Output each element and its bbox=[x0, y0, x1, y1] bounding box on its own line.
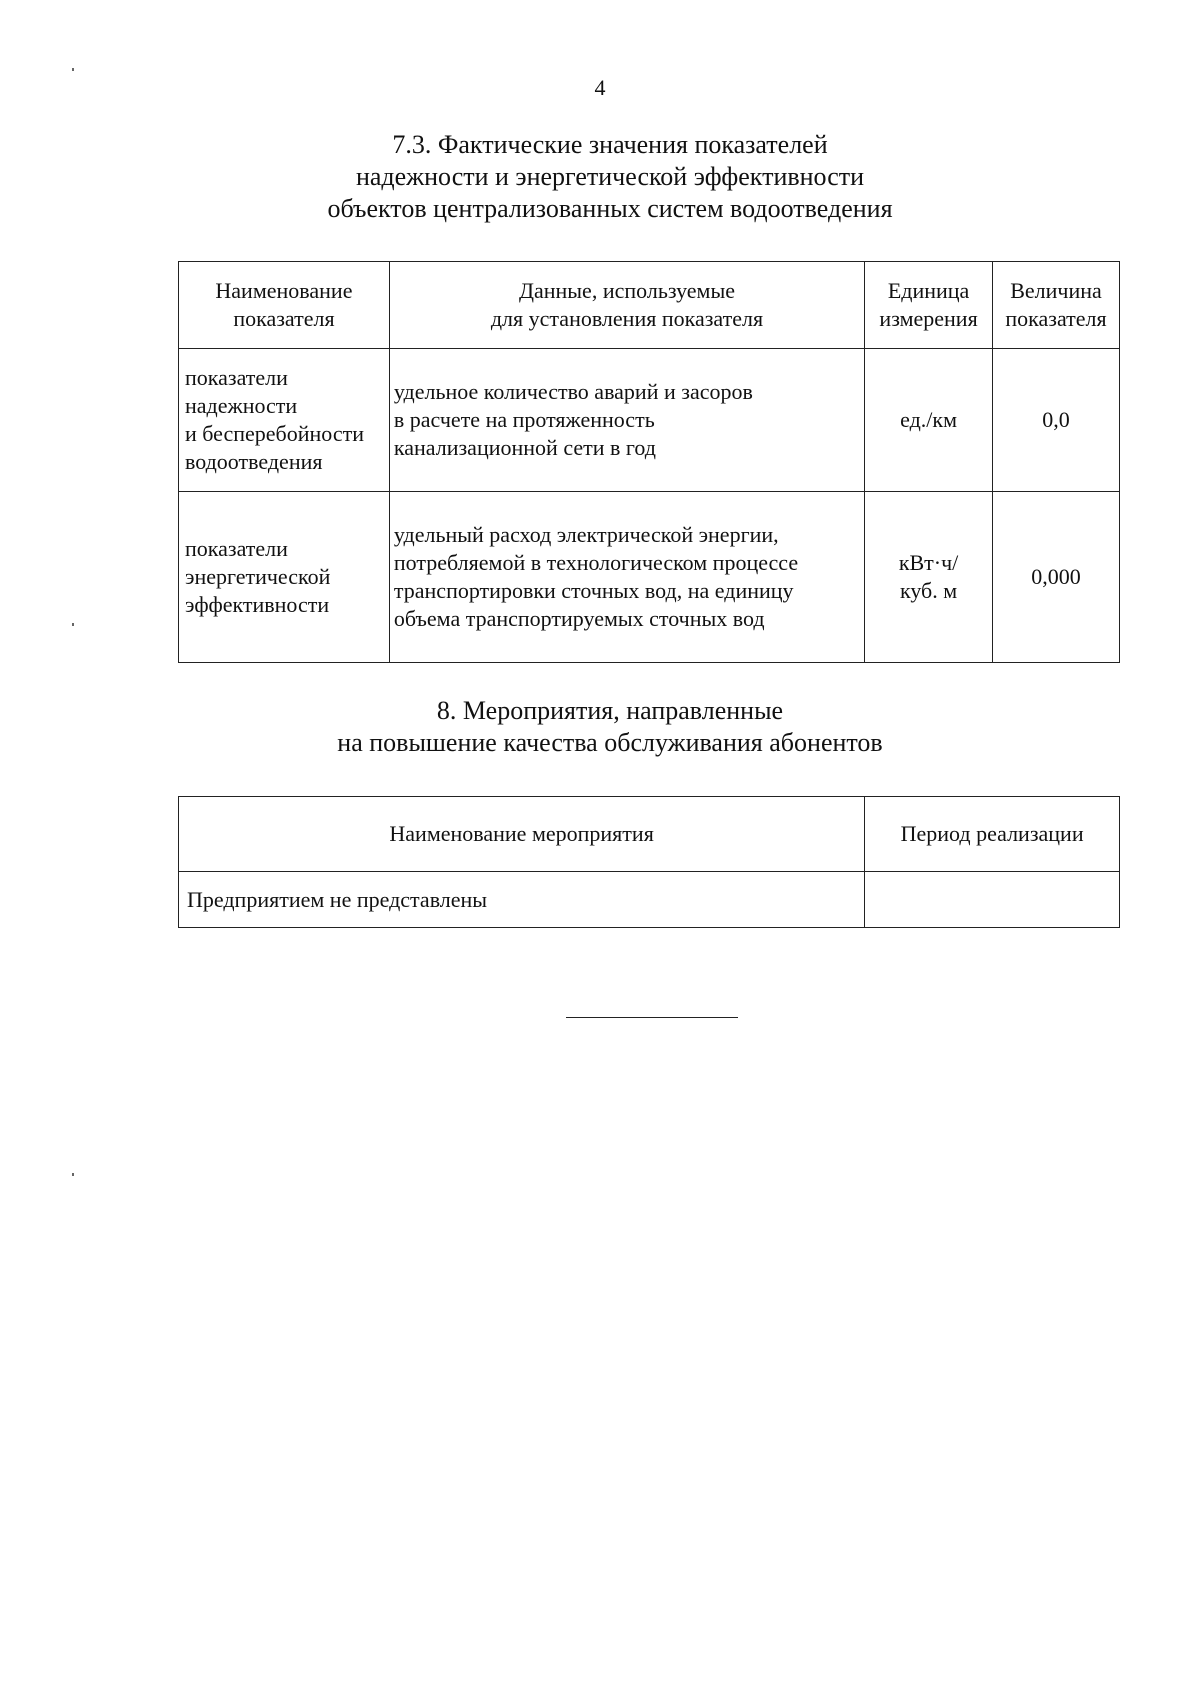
table-header-row bbox=[179, 797, 1120, 872]
measures-table bbox=[178, 796, 1120, 928]
page-number: 4 bbox=[594, 75, 606, 100]
header-unit bbox=[865, 262, 993, 349]
cell-text: куб. м bbox=[899, 578, 958, 603]
section-7-3-title-line: надежности и энергетической эффективности bbox=[355, 162, 865, 191]
section-7-3-title bbox=[160, 129, 1060, 225]
header-text: Единица bbox=[887, 278, 970, 303]
scan-speck bbox=[72, 1173, 74, 1176]
section-8-title-line: 8. Мероприятия, направленные bbox=[436, 696, 784, 725]
measure-name-cell: Предприятием не представлены bbox=[179, 872, 865, 928]
cell-text: надежности bbox=[185, 393, 298, 418]
scan-speck bbox=[72, 623, 74, 626]
header-text: измерения bbox=[879, 306, 978, 331]
indicator-value-cell: 0,000 bbox=[993, 492, 1120, 663]
indicator-unit-cell bbox=[865, 492, 993, 663]
cell-text: кВт·ч/ bbox=[898, 550, 959, 575]
indicator-unit-cell bbox=[865, 349, 993, 492]
indicator-name-cell bbox=[179, 492, 390, 663]
cell-text: в расчете на протяженность bbox=[393, 407, 655, 432]
section-7-3-title-line: 7.3. Фактические значения показателей bbox=[392, 130, 828, 159]
cell-text: объема транспортируемых сточных вод bbox=[393, 606, 765, 631]
indicator-data-cell bbox=[389, 492, 864, 663]
table-row bbox=[179, 349, 1120, 492]
header-value bbox=[993, 262, 1120, 349]
section-8-title-line: на повышение качества обслуживания абонентов bbox=[337, 728, 883, 757]
header-indicator-name bbox=[179, 262, 390, 349]
cell-text: потребляемой в технологическом процессе bbox=[393, 550, 799, 575]
table-row bbox=[179, 872, 1120, 928]
cell-text: канализационной сети в год bbox=[393, 435, 656, 460]
section-7-3-title-line: объектов централизованных систем водоотведения bbox=[327, 194, 893, 223]
cell-text: показатели bbox=[185, 365, 288, 390]
section-8-title bbox=[160, 695, 1060, 759]
indicators-table bbox=[178, 261, 1120, 663]
cell-text: и бесперебойности bbox=[185, 421, 364, 446]
end-rule-divider bbox=[566, 1017, 738, 1018]
header-indicator-data bbox=[389, 262, 864, 349]
scan-speck bbox=[72, 68, 74, 71]
cell-text: эффективности bbox=[185, 592, 330, 617]
header-text: для установления показателя bbox=[490, 306, 764, 331]
header-measure-name: Наименование мероприятия bbox=[179, 797, 865, 872]
indicator-name-cell bbox=[179, 349, 390, 492]
cell-text: водоотведения bbox=[185, 449, 323, 474]
cell-text: удельное количество аварий и засоров bbox=[393, 379, 753, 404]
table-header-row bbox=[179, 262, 1120, 349]
period-cell bbox=[865, 872, 1120, 928]
header-text: Данные, используемые bbox=[518, 278, 736, 303]
cell-text: показатели bbox=[185, 536, 288, 561]
cell-text: энергетической bbox=[185, 564, 331, 589]
cell-text: транспортировки сточных вод, на единицу bbox=[393, 578, 794, 603]
indicator-data-cell bbox=[389, 349, 864, 492]
indicator-value-cell: 0,0 bbox=[993, 349, 1120, 492]
cell-text: ед./км bbox=[900, 407, 957, 432]
header-text: Величина bbox=[1010, 278, 1102, 303]
cell-text: удельный расход электрической энергии, bbox=[393, 522, 779, 547]
header-text: Наименование bbox=[215, 278, 353, 303]
header-text: показателя bbox=[233, 306, 335, 331]
table-row bbox=[179, 492, 1120, 663]
header-text: показателя bbox=[1005, 306, 1107, 331]
header-period: Период реализации bbox=[865, 797, 1120, 872]
